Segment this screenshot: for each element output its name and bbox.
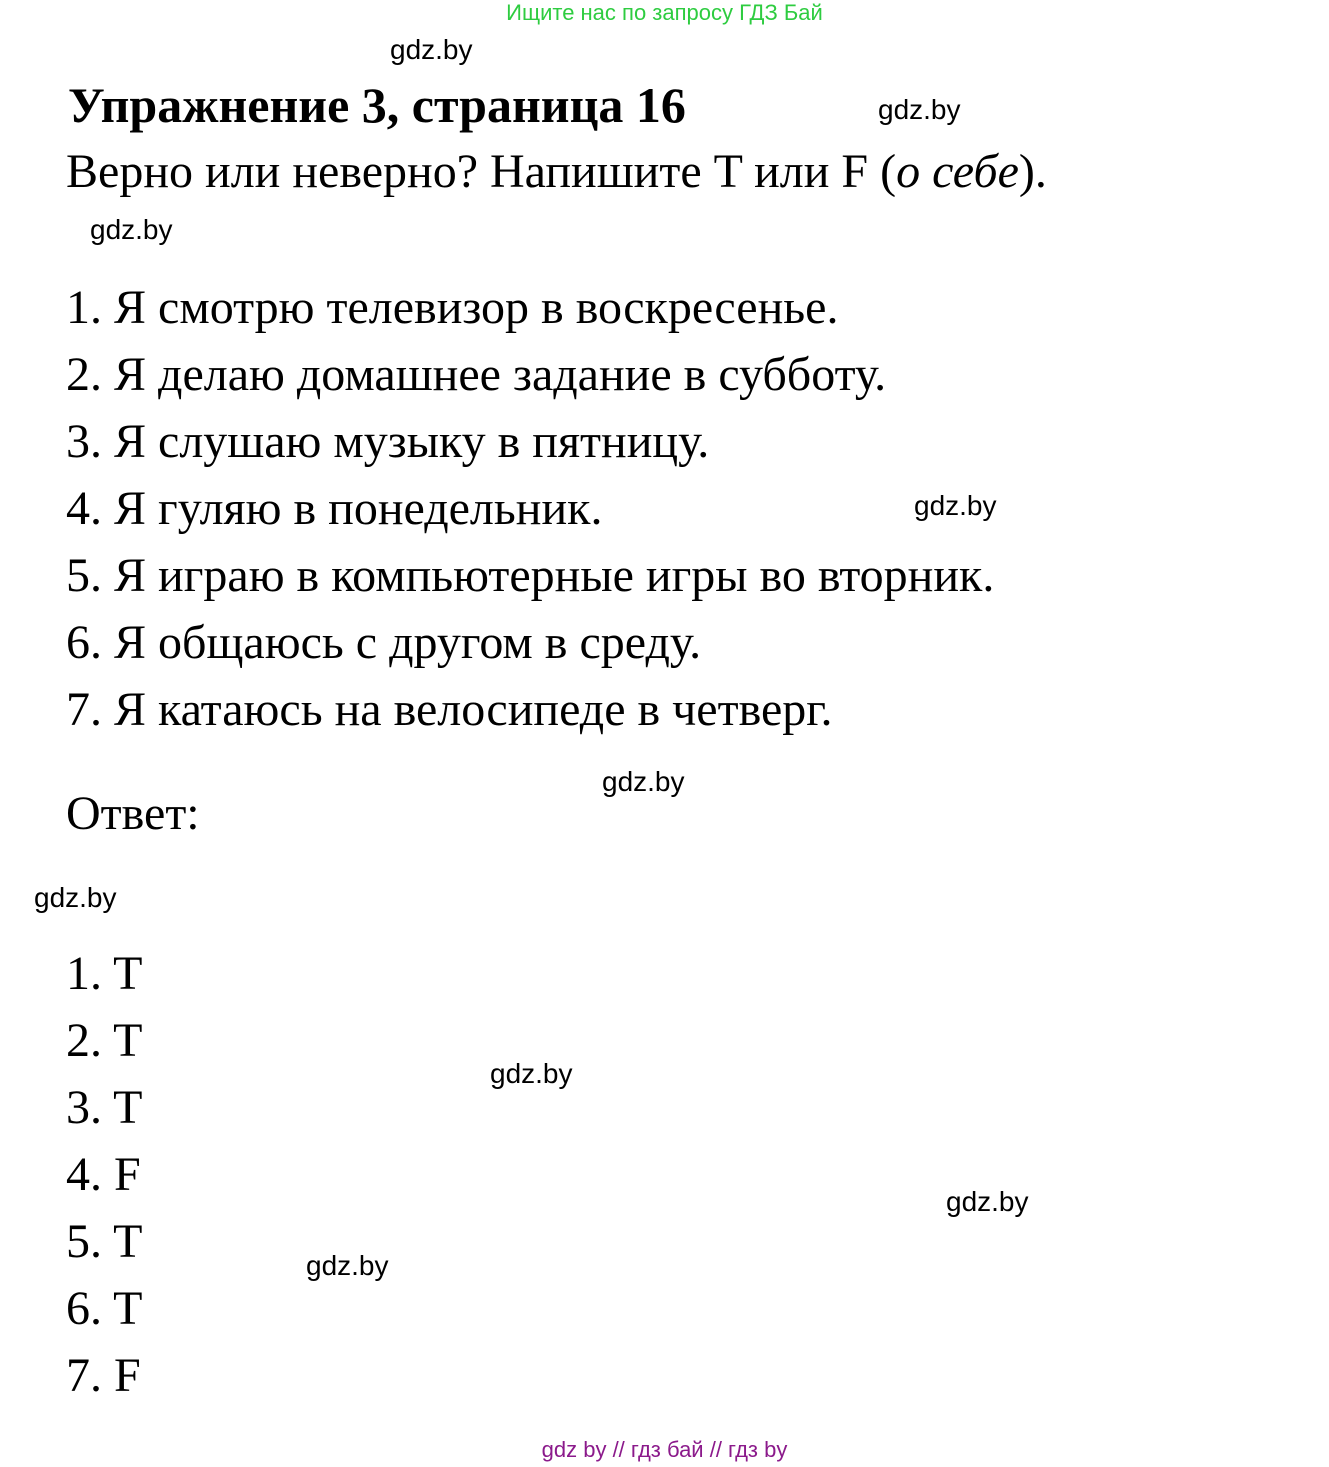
watermark: gdz.by	[390, 34, 473, 65]
answer-item: 6. T	[66, 1282, 143, 1335]
question-item: 7. Я катаюсь на велосипеде в четверг.	[66, 683, 833, 736]
answer-item: 5. T	[66, 1215, 143, 1268]
answer-item: 7. F	[66, 1349, 141, 1402]
question-item: 3. Я слушаю музыку в пятницу.	[66, 415, 710, 468]
footer-links[interactable]: gdz by // гдз бай // гдз by	[541, 1437, 788, 1462]
answer-item: 3. T	[66, 1081, 143, 1134]
watermark: gdz.by	[306, 1250, 389, 1281]
instruction-text	[66, 144, 1047, 200]
exercise-title: Упражнение 3, страница 16	[68, 77, 686, 133]
watermark: gdz.by	[90, 214, 173, 245]
watermark: gdz.by	[602, 766, 685, 797]
top-banner-link[interactable]: Ищите нас по запросу ГДЗ Бай	[506, 0, 823, 25]
question-item: 4. Я гуляю в понедельник.	[66, 482, 603, 535]
question-item: 6. Я общаюсь с другом в среду.	[66, 616, 702, 669]
watermark: gdz.by	[914, 490, 997, 521]
question-item: 5. Я играю в компьютерные игры во вторник.	[66, 549, 995, 602]
question-list	[66, 274, 994, 743]
watermark: gdz.by	[490, 1058, 573, 1089]
watermark: gdz.by	[878, 94, 961, 125]
watermark: gdz.by	[34, 882, 117, 913]
answer-item: 4. F	[66, 1148, 141, 1201]
answer-item: 1. T	[66, 947, 143, 1000]
answer-label: Ответ:	[66, 787, 200, 840]
question-item: 2. Я делаю домашнее задание в субботу.	[66, 348, 887, 401]
question-item: 1. Я смотрю телевизор в воскресенье.	[66, 281, 839, 334]
instruction-after: ).	[1018, 145, 1047, 198]
instruction-before: Верно или неверно? Напишите T или F (	[66, 145, 897, 198]
watermark: gdz.by	[946, 1186, 1029, 1217]
answer-item: 2. T	[66, 1014, 143, 1067]
instruction-italic: о себе	[896, 145, 1019, 198]
answer-list	[66, 940, 142, 1409]
